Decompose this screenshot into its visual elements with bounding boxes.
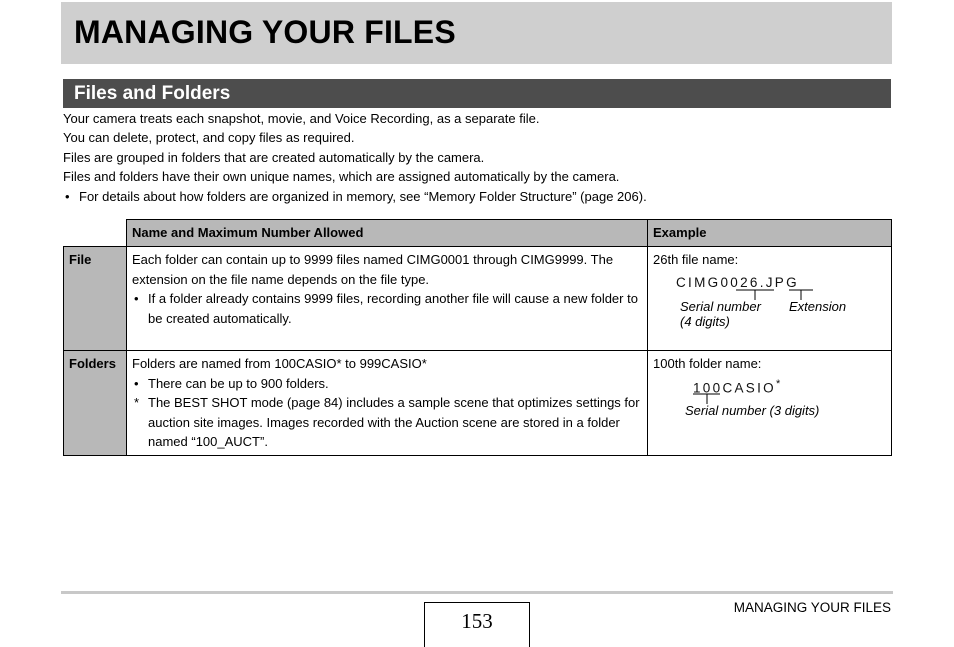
row-label-folders: Folders [64,351,127,456]
folder-name-diagram [653,374,886,434]
bullet-mark: • [134,291,139,307]
folder-name: CASIO [722,380,776,396]
intro-line: You can delete, protect, and copy files as required. [63,130,355,146]
column-header-name: Name and Maximum Number Allowed [127,220,648,247]
list-item [132,393,642,451]
folder-asterisk: * [775,377,783,390]
file-name-diagram [653,270,886,346]
file-prefix: CIMG [676,274,721,290]
bullet-mark: • [134,375,139,391]
intro-line: Files and folders have their own unique names, which are assigned automatically by the camera. [63,169,620,185]
file-example [648,247,892,351]
folder-serial-label: Serial number (3 digits) [685,402,820,418]
list-item [132,289,642,328]
table-row-file [64,247,892,351]
intro-bullet: • For details about how folders are organized in memory, see “Memory Folder Structure” (page 206). [63,187,891,206]
intro-line: Files are grouped in folders that are created automatically by the camera. [63,149,485,165]
section-header [63,79,891,108]
page-number-box [424,602,530,647]
bullet-text: The BEST SHOT mode (page 84) includes a sample scene that optimizes settings for auction site images. Images recorded with the Auction scene are stored in a folder named “100_AUCT”. [148,395,640,450]
section-title: Files and Folders [74,83,231,104]
file-extension: .JPG [759,274,799,290]
footer-divider [61,591,893,594]
file-description [127,247,648,351]
table-corner [64,220,127,247]
file-description-text: Each folder can contain up to 9999 files named CIMG0001 through CIMG9999. The extension on the file name depends on the file type. [132,252,614,287]
column-header-example: Example [648,220,892,247]
table-row-folders [64,351,892,456]
folders-example-caption: 100th folder name: [653,356,762,372]
folder-serial: 100 [693,380,723,396]
bullet-text: If a folder already contains 9999 files, recording another file will cause a new folder to be created automatically. [148,291,638,326]
bullet-text: There can be up to 900 folders. [148,375,329,391]
intro-text [63,109,891,206]
serial-number-label: Serial number (4 digits) [680,298,761,329]
folders-bullet-list [132,374,642,452]
asterisk-mark: * [134,395,140,411]
file-example-caption: 26th file name: [653,252,739,268]
extension-label: Extension [789,298,847,314]
intro-line: Your camera treats each snapshot, movie, and Voice Recording, as a separate file. [63,111,540,126]
page-number: 153 [461,609,493,633]
page-title: MANAGING YOUR FILES [74,14,456,50]
row-label-file: File [64,247,127,351]
folders-description [127,351,648,456]
folders-description-text: Folders are named from 100CASIO* to 999CASIO* [132,356,427,372]
list-item [132,374,642,393]
page-header [61,2,892,64]
file-naming-table [63,219,892,456]
file-serial: 0026 [720,274,760,290]
running-title: MANAGING YOUR FILES [733,600,891,615]
table-header-row [64,220,892,247]
file-bullet-list [132,289,642,328]
folders-example [648,351,892,456]
